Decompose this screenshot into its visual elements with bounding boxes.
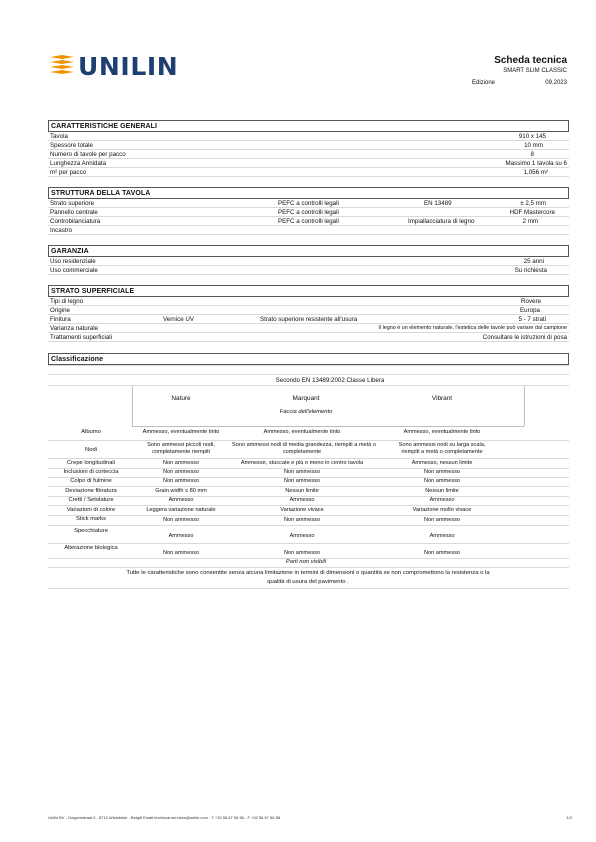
cell-vibrant: Non ammesso (423, 469, 461, 475)
row-label: Inclusioni di corteccia (63, 469, 119, 475)
row-label: Uso commerciale (50, 267, 98, 274)
row-certification: PEFC a controlli legali (278, 200, 339, 207)
cell-vibrant: Nessun limite (425, 488, 459, 494)
row-label: Albumo (81, 429, 101, 435)
row-label: Tavola (50, 133, 68, 140)
divider (48, 525, 569, 526)
row-label: Alterazione biologica (64, 545, 118, 551)
cell-nature: Ammesso, eventualmente tinto (142, 429, 220, 435)
row-label: Varianza naturale (50, 325, 99, 332)
cell-nature: Leggera variazione naturale (146, 507, 216, 513)
cell-vibrant: Ammesso (429, 497, 455, 503)
unilin-logo-icon (48, 55, 74, 77)
surface-row (48, 324, 569, 333)
row-label: Nodi (85, 447, 97, 453)
face-label: Faccia dell'elemento (279, 409, 333, 415)
footer-address: Unilin BV - Ooigemstraat 3 - 8710 Wielsbeke - België Email:technical.services@unilin.com - T +32 56 67 56 56 - F +32 56 67 56 58 (48, 815, 281, 820)
row-finish-type: Vernice UV (163, 316, 194, 323)
divider (48, 374, 569, 375)
cell-nature: Sono ammessi piccoli nodi, completamente riempiti (147, 442, 215, 455)
divider (48, 365, 569, 366)
cell-marquant: Non ammesso (283, 550, 321, 556)
cell-nature: Non ammesso (162, 550, 200, 556)
row-label: Tipi di legno (50, 298, 84, 305)
warranty-section-header (48, 245, 569, 257)
classification-grid (132, 386, 524, 426)
cell-vibrant: Non ammesso (423, 550, 461, 556)
divider (48, 440, 569, 441)
norm-label: Secondo EN 13489:2002 Classe Libera (275, 377, 385, 384)
cell-marquant: Ammesso, eventualmente tinto (263, 429, 341, 435)
row-label: Strato superiore (50, 200, 95, 207)
cell-marquant: Ammesse, stuccate e più o meno in centro tavola (240, 460, 364, 466)
row-label: Trattamenti superficiali (50, 334, 113, 341)
row-value: 910 x 145 (518, 133, 546, 140)
row-value: Su richiesta (514, 267, 547, 274)
surface-section-header (48, 285, 569, 297)
structure-title: STRUTTURA DELLA TAVOLA (51, 189, 151, 197)
row-value: 5 - 7 strati (518, 316, 546, 323)
divider (48, 505, 569, 506)
row-value: Massimo 1 tavola su 6 (505, 160, 567, 167)
row-value: ± 2,5 mm (520, 200, 546, 207)
row-label: Numero di tavole per pacco (50, 151, 126, 158)
row-value: 10 mm (524, 142, 543, 149)
cell-nature: Grain width ≤ 80 mm (155, 488, 207, 494)
general-title: CARATTERISTICHE GENERALI (51, 122, 158, 130)
row-label: Specchiature (74, 528, 108, 534)
classification-section-header (48, 353, 569, 365)
row-value: 25 anni (523, 258, 544, 265)
surface-row (48, 297, 569, 306)
row-value: Rovere (521, 298, 541, 305)
row-label: Controbilanciatura (50, 218, 101, 225)
cell-vibrant: Non ammesso (423, 478, 461, 484)
cell-vibrant: Variazione molto vivace (412, 507, 472, 513)
row-norm: EN 13489 (424, 200, 452, 207)
row-label: Uso residenziale (50, 258, 96, 265)
row-finish-desc: Strato superiore resistente all'usura (260, 316, 358, 323)
row-label: Pannello centrale (50, 209, 98, 216)
divider (48, 567, 569, 568)
row-label: Colpo di fulmine (70, 478, 112, 484)
cell-marquant: Ammesso (289, 497, 315, 503)
column-header-nature: Nature (171, 395, 191, 402)
cell-marquant: Non ammesso (283, 478, 321, 484)
row-label: Cretti / Setolature (68, 497, 114, 503)
cell-nature: Non ammesso (162, 517, 200, 523)
row-label: Crepe longitudinali (66, 460, 116, 466)
cell-marquant: Non ammesso (283, 517, 321, 523)
divider (48, 486, 569, 487)
row-certification: PEFC a controlli legali (278, 209, 339, 216)
row-label: Deviazione fibratura (65, 488, 117, 494)
surface-row (48, 315, 569, 324)
row-value: 8 (530, 151, 534, 158)
column-header-marquant: Marquant (292, 395, 320, 402)
cell-nature: Ammesso (168, 533, 194, 539)
cell-marquant: Nessun limite (285, 488, 319, 494)
cell-vibrant: Ammesso, nessun limite (411, 460, 473, 466)
row-label: Incastro (50, 227, 73, 234)
warranty-row (48, 257, 569, 266)
cell-nature: Non ammesso (162, 469, 200, 475)
hidden-parts-label: Parti non visibili (285, 559, 327, 565)
row-label: Stick marks (76, 516, 106, 522)
cell-marquant: Ammesso (289, 533, 315, 539)
divider (48, 588, 569, 589)
general-row (48, 150, 569, 159)
cell-nature: Non ammesso (162, 478, 200, 484)
cell-vibrant: Ammesso, eventualmente tinto (403, 429, 481, 435)
edition-value: 09.2023 (545, 80, 567, 86)
cell-vibrant: Non ammesso (423, 517, 461, 523)
cell-marquant: Sono ammessi nodi di media grandezza, riempiti a metà o completamente (232, 442, 376, 455)
row-label: Origine (50, 307, 70, 314)
row-value: Europa (520, 307, 540, 314)
surface-row (48, 333, 569, 342)
structure-section-header (48, 187, 569, 199)
row-label: m² per pacco (50, 169, 87, 176)
row-certification: PEFC a controlli legali (278, 218, 339, 225)
cell-marquant: Variazione vivace (280, 507, 324, 513)
divider (48, 458, 569, 459)
row-value: 1,056 m² (523, 169, 548, 176)
row-value: Consultare le istruzioni di posa (482, 334, 567, 341)
divider (48, 543, 569, 544)
row-norm: Impiallacciatura di legno (408, 218, 475, 225)
warranty-row (48, 266, 569, 275)
surface-row (48, 306, 569, 315)
cell-vibrant: Sono ammessi nodi su larga scala, riempiti a metà o completamente (398, 442, 486, 455)
cell-nature: Non ammesso (162, 460, 200, 466)
row-label: Lunghezza Annidata (50, 160, 107, 167)
doc-title: Scheda tecnica (494, 55, 567, 66)
product-name: SMART SLIM CLASSIC (503, 68, 567, 74)
general-row (48, 141, 569, 150)
edition-label: Edizione (472, 80, 496, 86)
cell-vibrant: Ammesso (429, 533, 455, 539)
general-row (48, 168, 569, 177)
structure-row (48, 226, 569, 235)
page-number: 1/2 (566, 815, 572, 820)
structure-row (48, 199, 569, 208)
surface-title: STRATO SUPERFICIALE (51, 287, 135, 295)
classification-title: Classificazione (51, 355, 104, 363)
classification-note: Tutte le caratteristiche sono consentite senza alcuna limitazione in termini di dimensioni o quantità se non compromettono la resistenza o la qualità di usura del pavimento . (126, 570, 490, 585)
row-value: HDF Mastercore (509, 209, 555, 216)
row-value: Il legno è un elemento naturale, l'estetica delle tavole può variare dal campione (378, 325, 567, 331)
row-label: Finitura (50, 316, 71, 323)
row-value: 2 mm (522, 218, 538, 225)
general-section-header (48, 120, 569, 132)
logo (48, 53, 178, 79)
cell-marquant: Non ammesso (283, 469, 321, 475)
structure-row (48, 217, 569, 226)
row-label: Spessore totale (50, 142, 93, 149)
general-row (48, 159, 569, 168)
row-label: Variazioni di colore (66, 507, 116, 513)
cell-nature: Ammesso (168, 497, 194, 503)
warranty-title: GARANZIA (51, 247, 89, 255)
column-header-vibrant: Vibrant (431, 395, 453, 402)
logo-text: UNILIN (78, 52, 179, 81)
general-row (48, 132, 569, 141)
structure-row (48, 208, 569, 217)
